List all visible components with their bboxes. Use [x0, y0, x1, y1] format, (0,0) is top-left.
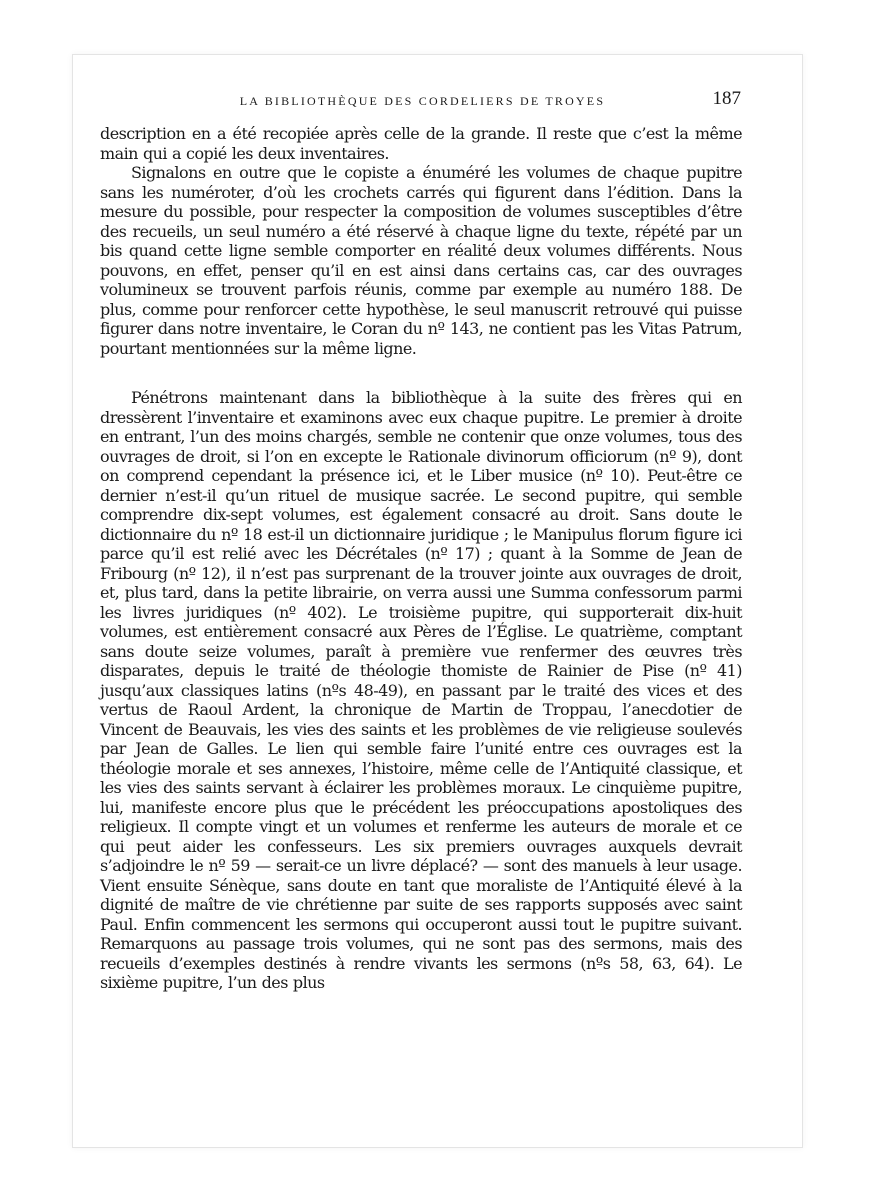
paragraph-continuation: description en a été recopiée après celle de la grande. Il reste que c’est la même main qui a copié les deux inventaires.	[100, 124, 742, 163]
paragraph-penetrons: Pénétrons maintenant dans la bibliothèque à la suite des frères qui en dressèrent l’inventaire et examinons avec eux chaque pupitre. Le premier à droite en entrant, l’un des moins chargés, semble ne contenir que onze volumes, tous des ouvrages de droit, si l’on en excepte le Rationale divinorum officiorum (nº 9), dont on comprend cependant la présence ici, et le Liber musice (nº 10). Peut-être ce dernier n’est-il qu’un rituel de musique sacrée. Le second pupitre, qui semble comprendre dix-sept volumes, est également consacré au droit. Sans doute le dictionnaire du nº 18 est-il un dictionnaire juridique ; le Manipulus florum figure ici parce qu’il est relié avec les Décrétales (nº 17) ; quant à la Somme de Jean de Fribourg (nº 12), il n’est pas surprenant de la trouver jointe aux ouvrages de droit, et, plus tard, dans la petite librairie, on verra aussi une Summa confessorum parmi les livres juridiques (nº 402). Le troisième pupitre, qui supporterait dix-huit volumes, est entièrement consacré aux Pères de l’Église. Le quatrième, comptant sans doute seize volumes, paraît à première vue renfermer des œuvres très disparates, depuis le traité de théologie thomiste de Rainier de Pise (nº 41) jusqu’aux classiques latins (nºs 48-49), en passant par le traité des vices et des vertus de Raoul Ardent, la chronique de Martin de Troppau, l’anecdotier de Vincent de Beauvais, les vies des saints et les problèmes de vie religieuse soulevés par Jean de Galles. Le lien qui semble faire l’unité entre ces ouvrages est la théologie morale et ses annexes, l’histoire, même celle de l’Antiquité classique, et les vies des saints servant à éclairer les problèmes moraux. Le cinquième pupitre, lui, manifeste encore plus que le précédent les préoccupations apostoliques des religieux. Il compte vingt et un volumes et renferme les auteurs de morale et ce qui peut aider les confesseurs. Les six premiers ouvrages auxquels devrait s’adjoindre le nº 59 — serait-ce un livre déplacé? — sont des manuels à leur usage. Vient ensuite Sénèque, sans doute en tant que moraliste de l’Antiquité élevé à la dignité de maître de vie chrétienne par suite de ses rapports supposés avec saint Paul. Enfin commencent les sermons qui occuperont aussi tout le pupitre suivant. Remarquons au passage trois volumes, qui ne sont pas des sermons, mais des recueils d’exemples destinés à rendre vivants les sermons (nºs 58, 63, 64). Le sixième pupitre, l’un des plus	[100, 388, 742, 992]
running-header	[100, 88, 745, 114]
running-title: LA BIBLIOTHÈQUE DES CORDELIERS DE TROYES	[239, 94, 606, 108]
paragraph-signalons: Signalons en outre que le copiste a énuméré les volumes de chaque pupitre sans les numéroter, d’où les crochets carrés qui figurent dans l’édition. Dans la mesure du possible, pour respecter la composition de volumes susceptibles d’être des recueils, un seul numéro a été réservé à chaque ligne du texte, répété par un bis quand cette ligne semble comporter en réalité deux volumes différents. Nous pouvons, en effet, penser qu’il en est ainsi dans certains cas, car des ouvrages volumineux se trouvent parfois réunis, comme par exemple au numéro 188. De plus, comme pour renforcer cette hypothèse, le seul manuscrit retrouvé qui puisse figurer dans notre inventaire, le Coran du nº 143, ne contient pas les Vitas Patrum, pourtant mentionnées sur la même ligne.	[100, 163, 742, 358]
page-number: 187	[712, 88, 741, 109]
body-text	[100, 124, 742, 993]
